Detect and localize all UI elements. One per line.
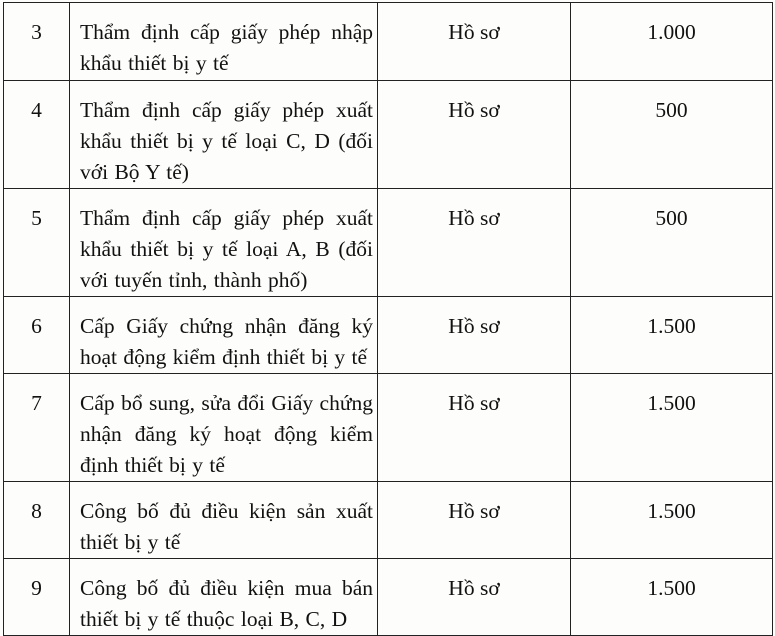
table-row bbox=[4, 297, 773, 374]
row-description: Cấp Giấy chứng nhận đăng ký hoạt động kiểm định thiết bị y tế bbox=[80, 314, 373, 369]
fee-table bbox=[3, 2, 773, 636]
row-fee: 1.500 bbox=[571, 297, 773, 374]
row-unit: Hồ sơ bbox=[378, 374, 571, 482]
row-number: 9 bbox=[4, 559, 70, 636]
table-row bbox=[4, 482, 773, 559]
row-fee: 1.500 bbox=[571, 559, 773, 636]
row-number: 4 bbox=[4, 81, 70, 189]
row-number: 5 bbox=[4, 189, 70, 297]
row-number: 7 bbox=[4, 374, 70, 482]
row-unit: Hồ sơ bbox=[378, 559, 571, 636]
row-fee: 500 bbox=[571, 81, 773, 189]
row-description: Thẩm định cấp giấy phép xuất khẩu thiết bị y tế loại C, D (đối với Bộ Y tế) bbox=[80, 98, 373, 184]
row-number: 3 bbox=[4, 3, 70, 81]
row-description: Thẩm định cấp giấy phép xuất khẩu thiết bị y tế loại A, B (đối với tuyến tỉnh, thành phố) bbox=[80, 206, 373, 292]
row-description: Cấp bổ sung, sửa đổi Giấy chứng nhận đăng ký hoạt động kiểm định thiết bị y tế bbox=[80, 391, 373, 477]
row-description: Công bố đủ điều kiện sản xuất thiết bị y tế bbox=[80, 499, 373, 554]
row-description: Công bố đủ điều kiện mua bán thiết bị y tế thuộc loại B, C, D bbox=[80, 576, 373, 631]
row-unit: Hồ sơ bbox=[378, 3, 571, 81]
row-unit: Hồ sơ bbox=[378, 189, 571, 297]
row-fee: 1.000 bbox=[571, 3, 773, 81]
table-row bbox=[4, 374, 773, 482]
table-row bbox=[4, 189, 773, 297]
table-row bbox=[4, 81, 773, 189]
row-description: Thẩm định cấp giấy phép nhập khẩu thiết bị y tế bbox=[80, 20, 373, 75]
row-number: 6 bbox=[4, 297, 70, 374]
table-row bbox=[4, 559, 773, 636]
row-fee: 500 bbox=[571, 189, 773, 297]
row-fee: 1.500 bbox=[571, 374, 773, 482]
row-fee: 1.500 bbox=[571, 482, 773, 559]
row-number: 8 bbox=[4, 482, 70, 559]
table-row bbox=[4, 3, 773, 81]
row-unit: Hồ sơ bbox=[378, 482, 571, 559]
row-unit: Hồ sơ bbox=[378, 297, 571, 374]
row-unit: Hồ sơ bbox=[378, 81, 571, 189]
